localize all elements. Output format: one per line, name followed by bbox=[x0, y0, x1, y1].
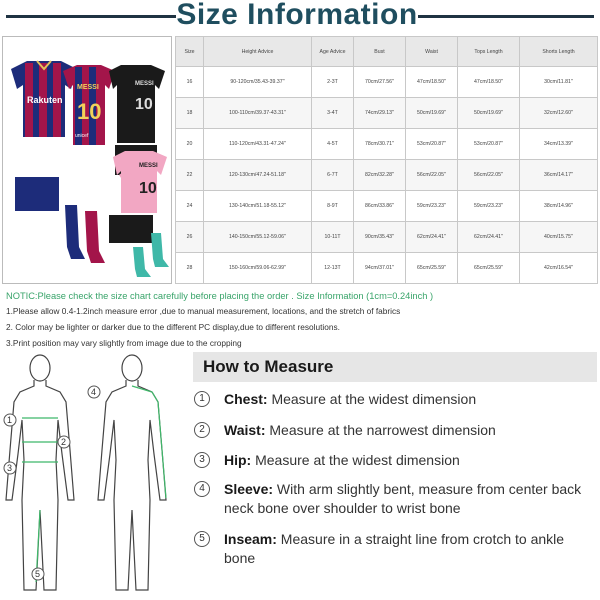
table-cell: 53cm/20.87'' bbox=[406, 129, 458, 160]
svg-text:5: 5 bbox=[35, 569, 41, 579]
table-cell: 82cm/32.28'' bbox=[354, 160, 406, 191]
table-cell: 8-9T bbox=[312, 191, 354, 222]
table-cell: 47cm/18.50'' bbox=[458, 67, 520, 98]
col-header-waist: Waist bbox=[406, 37, 458, 67]
svg-text:1: 1 bbox=[7, 415, 13, 425]
header-rule-right bbox=[418, 15, 594, 18]
table-cell: 20 bbox=[176, 129, 204, 160]
svg-text:10: 10 bbox=[139, 180, 157, 197]
table-cell: 94cm/37.01'' bbox=[354, 253, 406, 284]
svg-text:MESSI: MESSI bbox=[135, 81, 154, 87]
table-cell: 70cm/27.56'' bbox=[354, 67, 406, 98]
svg-text:10: 10 bbox=[77, 99, 102, 124]
measure-label: Waist: bbox=[224, 422, 266, 438]
table-cell: 53cm/20.87'' bbox=[458, 129, 520, 160]
number-badge: 4 bbox=[194, 481, 210, 497]
table-cell: 65cm/25.59'' bbox=[406, 253, 458, 284]
note-color-variation: 2. Color may be lighter or darker due to the different PC display,due to different resolutions. bbox=[6, 322, 340, 332]
note-measure-error: 1.Please allow 0.4-1.2inch measure error ,due to manual measurement, locations, and the stretch of fabrics bbox=[6, 306, 401, 316]
svg-text:2: 2 bbox=[61, 437, 67, 447]
table-header-row bbox=[176, 37, 598, 67]
measure-label: Inseam: bbox=[224, 531, 277, 547]
table-cell: 56cm/22.05'' bbox=[406, 160, 458, 191]
table-cell: 59cm/23.23'' bbox=[406, 191, 458, 222]
back-figure bbox=[98, 355, 166, 590]
table-row bbox=[176, 253, 598, 284]
col-header-height: Height Advice bbox=[204, 37, 312, 67]
teal-sock-2 bbox=[133, 247, 151, 277]
table-cell: 140-150cm/55.12-59.06'' bbox=[204, 222, 312, 253]
how-to-measure-header bbox=[193, 352, 597, 382]
table-cell: 100-110cm/39.37-43.31'' bbox=[204, 98, 312, 129]
measure-label: Chest: bbox=[224, 391, 268, 407]
table-cell: 50cm/19.69'' bbox=[406, 98, 458, 129]
table-cell: 130-140cm/51.18-55.12'' bbox=[204, 191, 312, 222]
measure-label: Hip: bbox=[224, 452, 252, 468]
markers bbox=[4, 386, 100, 580]
table-cell: 6-7T bbox=[312, 160, 354, 191]
table-cell: 59cm/23.23'' bbox=[458, 191, 520, 222]
svg-text:MESSI: MESSI bbox=[77, 84, 99, 91]
table-row bbox=[176, 191, 598, 222]
table-cell: 65cm/25.59'' bbox=[458, 253, 520, 284]
home-sock-2 bbox=[85, 211, 105, 263]
measure-label: Sleeve: bbox=[224, 481, 274, 497]
table-cell: 78cm/30.71'' bbox=[354, 129, 406, 160]
measure-lines bbox=[22, 386, 166, 582]
table-cell: 38cm/14.96'' bbox=[520, 191, 598, 222]
measure-description: Measure in a straight line from crotch to ankle bone bbox=[224, 531, 565, 566]
table-cell: 62cm/24.41'' bbox=[406, 222, 458, 253]
svg-text:Rakuten: Rakuten bbox=[27, 95, 63, 105]
table-cell: 110-120cm/43.31-47.24'' bbox=[204, 129, 312, 160]
page-title: Size Information bbox=[176, 0, 418, 31]
product-illustration bbox=[3, 37, 172, 284]
table-cell: 56cm/22.05'' bbox=[458, 160, 520, 191]
number-badge: 3 bbox=[194, 452, 210, 468]
table-cell: 3-4T bbox=[312, 98, 354, 129]
svg-text:4: 4 bbox=[91, 387, 97, 397]
table-cell: 28 bbox=[176, 253, 204, 284]
home-shorts bbox=[15, 177, 59, 211]
table-cell: 10-11T bbox=[312, 222, 354, 253]
svg-text:3: 3 bbox=[7, 463, 13, 473]
table-cell: 16 bbox=[176, 67, 204, 98]
table-cell: 90cm/35.43'' bbox=[354, 222, 406, 253]
table-cell: 50cm/19.69'' bbox=[458, 98, 520, 129]
table-cell: 18 bbox=[176, 98, 204, 129]
measurement-figures bbox=[0, 350, 186, 600]
col-header-size: Size bbox=[176, 37, 204, 67]
table-row bbox=[176, 67, 598, 98]
svg-text:10: 10 bbox=[135, 96, 153, 113]
table-cell: 42cm/16.54'' bbox=[520, 253, 598, 284]
col-header-age: Age Advice bbox=[312, 37, 354, 67]
table-cell: 22 bbox=[176, 160, 204, 191]
pink-kit-shorts bbox=[109, 215, 153, 243]
table-cell: 62cm/24.41'' bbox=[458, 222, 520, 253]
measure-description: With arm slightly bent, measure from center back neck bone over shoulder to wrist bone bbox=[224, 481, 582, 516]
table-cell: 150-160cm/59.06-62.99'' bbox=[204, 253, 312, 284]
svg-text:unicef: unicef bbox=[75, 133, 89, 139]
how-to-measure-panel bbox=[190, 350, 600, 600]
table-cell: 12-13T bbox=[312, 253, 354, 284]
table-cell: 36cm/14.17'' bbox=[520, 160, 598, 191]
col-header-bust: Bust bbox=[354, 37, 406, 67]
front-figure bbox=[6, 355, 74, 590]
teal-sock bbox=[151, 233, 169, 267]
home-jersey-back bbox=[63, 65, 115, 145]
table-row bbox=[176, 222, 598, 253]
table-cell: 30cm/11.81'' bbox=[520, 67, 598, 98]
header-rule-left bbox=[6, 15, 176, 18]
table-cell: 47cm/18.50'' bbox=[406, 67, 458, 98]
table-row bbox=[176, 98, 598, 129]
table-cell: 26 bbox=[176, 222, 204, 253]
body-outline-diagram bbox=[0, 350, 186, 600]
product-image bbox=[2, 36, 172, 284]
note-print-position: 3.Print position may vary slightly from image due to the cropping bbox=[6, 338, 242, 348]
table-cell: 4-5T bbox=[312, 129, 354, 160]
home-sock bbox=[65, 205, 85, 259]
table-cell: 86cm/33.86'' bbox=[354, 191, 406, 222]
table-cell: 32cm/12.60'' bbox=[520, 98, 598, 129]
table-cell: 74cm/29.13'' bbox=[354, 98, 406, 129]
page-header bbox=[0, 0, 600, 32]
table-cell: 40cm/15.75'' bbox=[520, 222, 598, 253]
size-chart-notice: NOTIC:Please check the size chart carefully before placing the order . Size Information (1cm=0.24inch ) bbox=[6, 291, 434, 301]
number-badge: 5 bbox=[194, 531, 210, 547]
table-cell: 34cm/13.39'' bbox=[520, 129, 598, 160]
measure-description: Measure at the widest dimension bbox=[251, 452, 460, 468]
measure-description: Measure at the widest dimension bbox=[267, 391, 477, 407]
number-badge: 1 bbox=[194, 391, 210, 407]
size-table bbox=[175, 36, 598, 284]
table-row bbox=[176, 160, 598, 191]
number-badge: 2 bbox=[194, 422, 210, 438]
svg-text:MESSI: MESSI bbox=[139, 163, 158, 169]
table-row bbox=[176, 129, 598, 160]
table-cell: 90-120cm/35.43-39.37'' bbox=[204, 67, 312, 98]
measure-description: Measure at the narrowest dimension bbox=[265, 422, 496, 438]
table-cell: 120-130cm/47.24-51.18'' bbox=[204, 160, 312, 191]
table-cell: 2-3T bbox=[312, 67, 354, 98]
pink-jersey bbox=[113, 151, 167, 213]
col-header-tops-length: Tops Length bbox=[458, 37, 520, 67]
how-to-measure-title: How to Measure bbox=[203, 357, 334, 376]
col-header-shorts-length: Shorts Length bbox=[520, 37, 598, 67]
table-cell: 24 bbox=[176, 191, 204, 222]
